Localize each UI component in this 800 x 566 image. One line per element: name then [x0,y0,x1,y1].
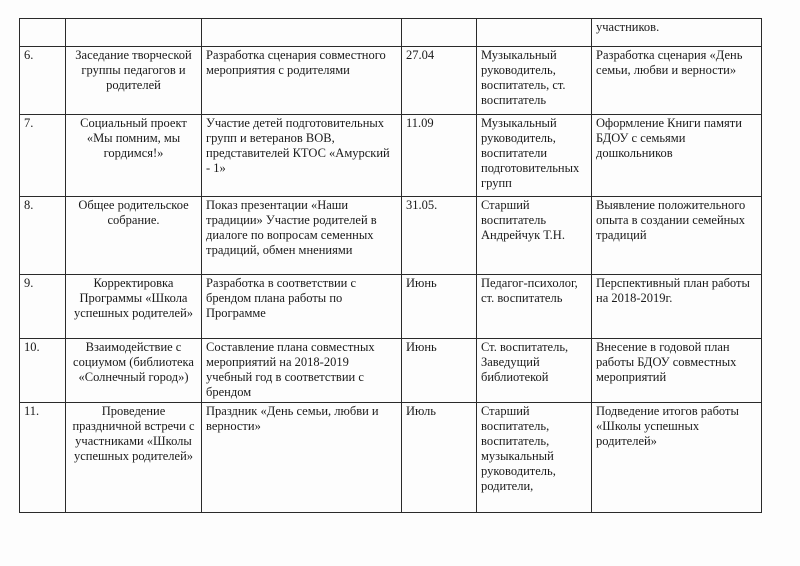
table-row [20,197,762,275]
events-table [19,18,762,513]
cell-event: Заседание творческой группы педагогов и родителей [66,47,202,115]
cell-event: Общее родительское собрание. [66,197,202,275]
table-row [20,47,762,115]
cell-content [202,19,402,47]
cell-content: Разработка сценария совместного мероприятия с родителями [202,47,402,115]
cell-content: Праздник «День семьи, любви и верности» [202,403,402,513]
cell-date: 27.04 [402,47,477,115]
cell-responsible: Педагог-психолог, ст. воспитатель [477,275,592,339]
cell-event: Социальный проект «Мы помним, мы гордимся!» [66,115,202,197]
cell-num: 10. [20,339,66,403]
cell-content: Составление плана совместных мероприятий на 2018-2019 учебный год в соответствии с брендом [202,339,402,403]
cell-result: Разработка сценария «День семьи, любви и верности» [592,47,762,115]
table-row-continued [20,19,762,47]
cell-responsible: Старший воспитатель Андрейчук Т.Н. [477,197,592,275]
cell-responsible: Музыкальный руководитель, воспитатель, ст. воспитатель [477,47,592,115]
cell-num: 9. [20,275,66,339]
cell-date [402,19,477,47]
table-row [20,339,762,403]
cell-responsible: Музыкальный руководитель, воспитатели подготовительных групп [477,115,592,197]
cell-event: Взаимодействие с социумом (библиотека «Солнечный город») [66,339,202,403]
cell-num: 8. [20,197,66,275]
cell-date: 11.09 [402,115,477,197]
cell-num: 11. [20,403,66,513]
cell-content: Разработка в соответствии с брендом плана работы по Программе [202,275,402,339]
cell-content: Участие детей подготовительных групп и ветеранов ВОВ, представителей КТОС «Амурский - 1» [202,115,402,197]
cell-responsible: Ст. воспитатель, Заведущий библиотекой [477,339,592,403]
cell-event [66,19,202,47]
cell-num: 6. [20,47,66,115]
cell-responsible: Старший воспитатель, воспитатель, музыкальный руководитель, родители, [477,403,592,513]
table-row [20,115,762,197]
cell-result: Внесение в годовой план работы БДОУ совместных мероприятий [592,339,762,403]
cell-content: Показ презентации «Наши традиции» Участие родителей в диалоге по вопросам семенных традиций, обмен мнениями [202,197,402,275]
cell-num: 7. [20,115,66,197]
cell-result: Выявление положительного опыта в создании семейных традиций [592,197,762,275]
table-row [20,275,762,339]
cell-result: Оформление Книги памяти БДОУ с семьями дошкольников [592,115,762,197]
cell-result: Перспективный план работы на 2018-2019г. [592,275,762,339]
cell-event: Корректировка Программы «Школа успешных родителей» [66,275,202,339]
cell-date: Июнь [402,275,477,339]
cell-num [20,19,66,47]
cell-result: Подведение итогов работы «Школы успешных родителей» [592,403,762,513]
cell-date: 31.05. [402,197,477,275]
cell-responsible [477,19,592,47]
table-row [20,403,762,513]
cell-date: Июль [402,403,477,513]
cell-result: участников. [592,19,762,47]
cell-date: Июнь [402,339,477,403]
cell-event: Проведение праздничной встречи с участниками «Школы успешных родителей» [66,403,202,513]
